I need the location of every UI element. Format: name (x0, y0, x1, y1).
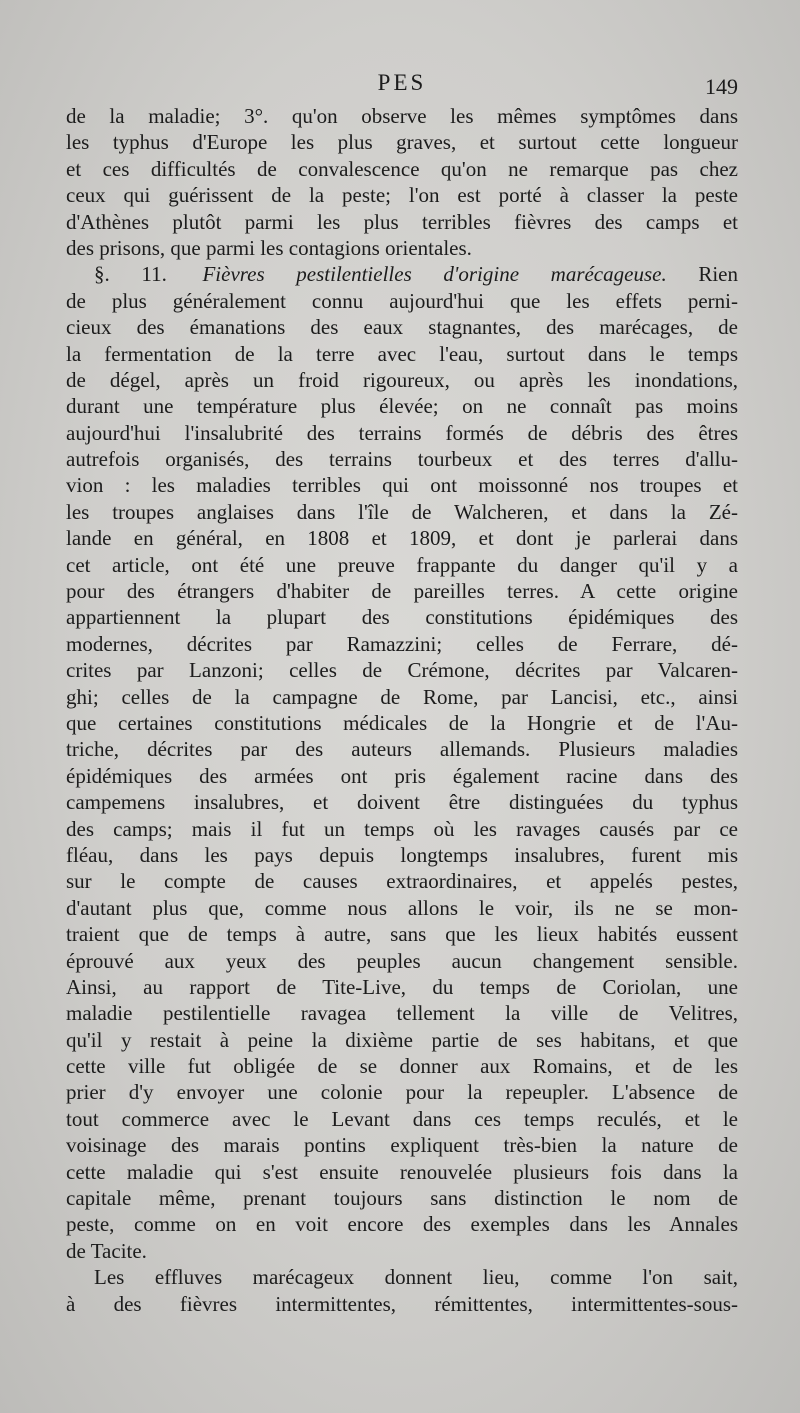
text-line: que certaines constitutions médicales de la Hongrie et de l'Au- (66, 710, 738, 735)
text-line: tout commerce avec le Levant dans ces temps reculés, et le (66, 1106, 738, 1131)
text-line: durant une température plus élevée; on ne connaît pas moins (66, 394, 738, 419)
section-number: §. 11. (94, 262, 167, 287)
text-line: voisinage des marais pontins expliquent très-bien la nature de (66, 1133, 738, 1158)
text-line: cette ville fut obligée de se donner aux Romains, et de les (66, 1054, 738, 1079)
text-line: capitale même, prenant toujours sans distinction le nom de (66, 1186, 738, 1211)
running-head: PES (377, 70, 427, 95)
text-line: crites par Lanzoni; celles de Crémone, décrites par Valcaren- (66, 658, 738, 683)
text-line: à des fièvres intermittentes, rémittentes, intermittentes-sous- (66, 1291, 738, 1316)
text-line: traient que de temps à autre, sans que les lieux habités eussent (66, 922, 738, 947)
text-line: de dégel, après un froid rigoureux, ou après les inondations, (66, 367, 738, 392)
section-opening-word: Rien (698, 262, 738, 287)
page-header (66, 70, 738, 102)
text-line: de la maladie; 3°. qu'on observe les mêmes symptômes dans (66, 104, 738, 128)
text-line: ghi; celles de la campagne de Rome, par Lancisi, etc., ainsi (66, 684, 738, 709)
text-line: cet article, ont été une preuve frappante du danger qu'il y a (66, 552, 738, 577)
text-line: fléau, dans les pays depuis longtemps insalubres, furent mis (66, 842, 738, 867)
section-heading-line (66, 261, 738, 287)
text-line: la fermentation de la terre avec l'eau, surtout dans le temps (66, 341, 738, 366)
text-line: cette maladie qui s'est ensuite renouvelée plusieurs fois dans la (66, 1159, 738, 1184)
body-text (66, 103, 738, 1317)
text-line: les troupes anglaises dans l'île de Walcheren, et dans la Zé- (66, 499, 738, 524)
section-title: Fièvres pestilentielles d'origine marécageuse. (202, 262, 667, 287)
text-line: autrefois organisés, des terrains tourbeux et des terres d'allu- (66, 447, 738, 472)
text-line: modernes, décrites par Ramazzini; celles de Ferrare, dé- (66, 631, 738, 656)
text-line: éprouvé aux yeux des peuples aucun changement sensible. (66, 948, 738, 973)
text-line: pour des étrangers d'habiter de pareilles terres. A cette origine (66, 579, 738, 604)
text-line: des camps; mais il fut un temps où les ravages causés par ce (66, 816, 738, 841)
text-line: triche, décrites par des auteurs allemands. Plusieurs maladies (66, 737, 738, 762)
text-line: Ainsi, au rapport de Tite-Live, du temps de Coriolan, une (66, 974, 738, 999)
text-line: épidémiques des armées ont pris également racine dans des (66, 763, 738, 788)
text-line: maladie pestilentielle ravagea tellement la ville de Velitres, (66, 1001, 738, 1026)
text-line: lande en général, en 1808 et 1809, et dont je parlerai dans (66, 526, 738, 551)
text-line: peste, comme on en voit encore des exemples dans les Annales (66, 1212, 738, 1237)
text-line: de plus généralement connu aujourd'hui que les effets perni- (66, 288, 738, 313)
text-line: ceux qui guérissent de la peste; l'on est porté à classer la peste (66, 183, 738, 208)
text-line: les typhus d'Europe les plus graves, et surtout cette longueur (66, 130, 738, 155)
text-line: vion : les maladies terribles qui ont moissonné nos troupes et (66, 473, 738, 498)
text-line: prier d'y envoyer une colonie pour la repeupler. L'absence de (66, 1080, 738, 1105)
text-line: campemens insalubres, et doivent être distinguées du typhus (66, 790, 738, 815)
text-line: d'Athènes plutôt parmi les plus terribles fièvres des camps et (66, 209, 738, 234)
text-line: cieux des émanations des eaux stagnantes, des marécages, de (66, 315, 738, 340)
text-line: et ces difficultés de convalescence qu'on ne remarque pas chez (66, 156, 738, 181)
text-line: Les effluves marécageux donnent lieu, comme l'on sait, (94, 1265, 738, 1290)
text-line: de Tacite. (66, 1238, 147, 1263)
text-line: sur le compte de causes extraordinaires, et appelés pestes, (66, 869, 738, 894)
text-line: d'autant plus que, comme nous allons le voir, ils ne se mon- (66, 895, 738, 920)
text-line: qu'il y restait à peine la dixième partie de ses habitans, et que (66, 1027, 738, 1052)
text-line: aujourd'hui l'insalubrité des terrains formés de débris des êtres (66, 420, 738, 445)
page-number: 149 (705, 74, 738, 99)
text-line: des prisons, que parmi les contagions orientales. (66, 235, 472, 260)
text-line: appartiennent la plupart des constitutions épidémiques des (66, 605, 738, 630)
